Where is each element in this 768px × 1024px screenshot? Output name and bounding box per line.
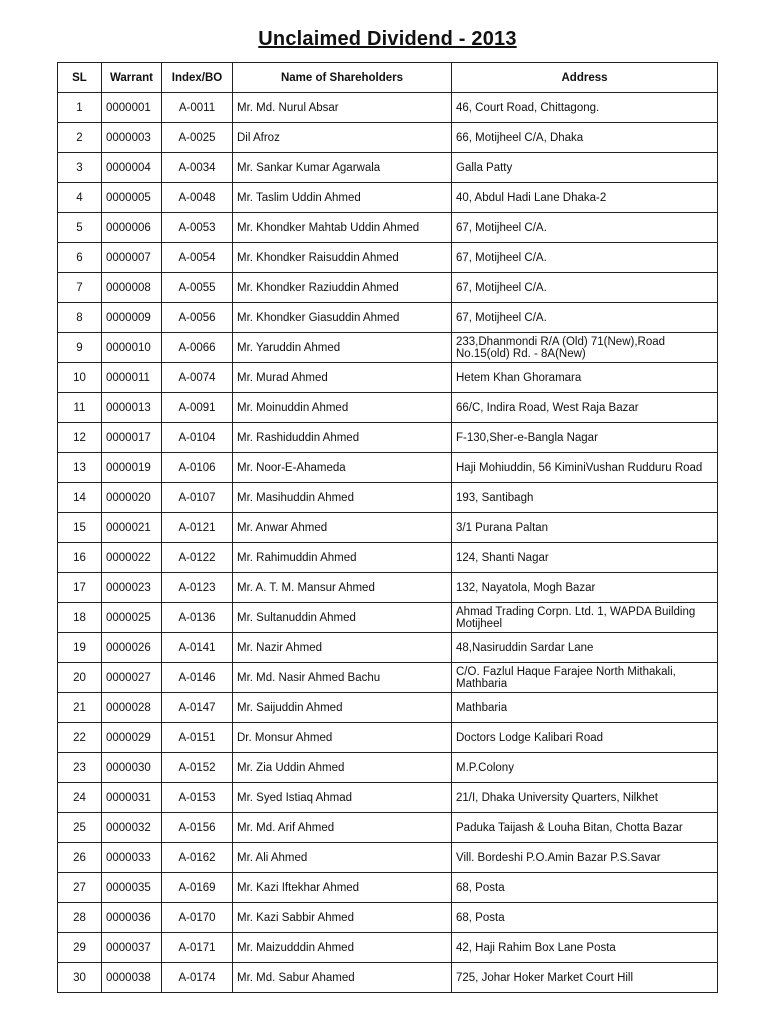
- table-row: [58, 783, 718, 813]
- cell-warrant: 0000009: [102, 303, 162, 333]
- page-title: Unclaimed Dividend - 2013: [258, 28, 517, 50]
- dividend-table: [57, 62, 718, 993]
- cell-address: Haji Mohiuddin, 56 KiminiVushan Rudduru Road: [452, 453, 718, 483]
- cell-index-bo: A-0146: [162, 663, 233, 693]
- cell-warrant: 0000025: [102, 603, 162, 633]
- table-body: [58, 93, 718, 993]
- cell-warrant: 0000004: [102, 153, 162, 183]
- cell-shareholder-name: Mr. Anwar Ahmed: [233, 513, 452, 543]
- cell-index-bo: A-0025: [162, 123, 233, 153]
- cell-warrant: 0000037: [102, 933, 162, 963]
- cell-address: Doctors Lodge Kalibari Road: [452, 723, 718, 753]
- cell-index-bo: A-0106: [162, 453, 233, 483]
- cell-sl: 10: [58, 363, 102, 393]
- cell-index-bo: A-0152: [162, 753, 233, 783]
- cell-shareholder-name: Mr. Syed Istiaq Ahmad: [233, 783, 452, 813]
- cell-index-bo: A-0153: [162, 783, 233, 813]
- cell-warrant: 0000038: [102, 963, 162, 993]
- cell-shareholder-name: Dr. Monsur Ahmed: [233, 723, 452, 753]
- cell-index-bo: A-0107: [162, 483, 233, 513]
- cell-sl: 4: [58, 183, 102, 213]
- cell-address: Paduka Taijash & Louha Bitan, Chotta Bazar: [452, 813, 718, 843]
- cell-warrant: 0000022: [102, 543, 162, 573]
- cell-warrant: 0000028: [102, 693, 162, 723]
- cell-sl: 23: [58, 753, 102, 783]
- cell-index-bo: A-0034: [162, 153, 233, 183]
- cell-shareholder-name: Mr. Sultanuddin Ahmed: [233, 603, 452, 633]
- cell-sl: 12: [58, 423, 102, 453]
- cell-address: Galla Patty: [452, 153, 718, 183]
- cell-index-bo: A-0054: [162, 243, 233, 273]
- cell-index-bo: A-0121: [162, 513, 233, 543]
- cell-index-bo: A-0053: [162, 213, 233, 243]
- cell-address: C/O. Fazlul Haque Farajee North Mithakali, Mathbaria: [452, 663, 718, 693]
- cell-address: 46, Court Road, Chittagong.: [452, 93, 718, 123]
- cell-address: 48,Nasiruddin Sardar Lane: [452, 633, 718, 663]
- cell-sl: 17: [58, 573, 102, 603]
- table-row: [58, 273, 718, 303]
- cell-index-bo: A-0156: [162, 813, 233, 843]
- table-row: [58, 723, 718, 753]
- cell-index-bo: A-0074: [162, 363, 233, 393]
- cell-shareholder-name: Mr. Khondker Giasuddin Ahmed: [233, 303, 452, 333]
- table-row: [58, 123, 718, 153]
- cell-shareholder-name: Mr. Moinuddin Ahmed: [233, 393, 452, 423]
- cell-sl: 11: [58, 393, 102, 423]
- cell-index-bo: A-0169: [162, 873, 233, 903]
- cell-shareholder-name: Mr. Ali Ahmed: [233, 843, 452, 873]
- cell-shareholder-name: Mr. Kazi Iftekhar Ahmed: [233, 873, 452, 903]
- cell-warrant: 0000005: [102, 183, 162, 213]
- cell-index-bo: A-0048: [162, 183, 233, 213]
- cell-warrant: 0000033: [102, 843, 162, 873]
- cell-warrant: 0000029: [102, 723, 162, 753]
- table-row: [58, 753, 718, 783]
- cell-warrant: 0000011: [102, 363, 162, 393]
- table-row: [58, 513, 718, 543]
- cell-address: M.P.Colony: [452, 753, 718, 783]
- cell-index-bo: A-0104: [162, 423, 233, 453]
- table-row: [58, 873, 718, 903]
- header-sl: SL: [58, 63, 102, 93]
- table-row: [58, 243, 718, 273]
- cell-warrant: 0000019: [102, 453, 162, 483]
- cell-warrant: 0000001: [102, 93, 162, 123]
- cell-address: Mathbaria: [452, 693, 718, 723]
- cell-sl: 22: [58, 723, 102, 753]
- cell-shareholder-name: Mr. Rashiduddin Ahmed: [233, 423, 452, 453]
- cell-warrant: 0000003: [102, 123, 162, 153]
- table-row: [58, 843, 718, 873]
- table-row: [58, 93, 718, 123]
- cell-sl: 13: [58, 453, 102, 483]
- cell-index-bo: A-0091: [162, 393, 233, 423]
- cell-warrant: 0000020: [102, 483, 162, 513]
- cell-address: Vill. Bordeshi P.O.Amin Bazar P.S.Savar: [452, 843, 718, 873]
- cell-sl: 9: [58, 333, 102, 363]
- cell-sl: 15: [58, 513, 102, 543]
- cell-address: Ahmad Trading Corpn. Ltd. 1, WAPDA Building Motijheel: [452, 603, 718, 633]
- cell-index-bo: A-0123: [162, 573, 233, 603]
- cell-index-bo: A-0170: [162, 903, 233, 933]
- cell-warrant: 0000008: [102, 273, 162, 303]
- header-index-bo: Index/BO: [162, 63, 233, 93]
- table-row: [58, 573, 718, 603]
- table-row: [58, 813, 718, 843]
- cell-sl: 30: [58, 963, 102, 993]
- table-row: [58, 663, 718, 693]
- table-row: [58, 903, 718, 933]
- table-row: [58, 393, 718, 423]
- cell-sl: 5: [58, 213, 102, 243]
- cell-sl: 8: [58, 303, 102, 333]
- cell-sl: 14: [58, 483, 102, 513]
- cell-sl: 1: [58, 93, 102, 123]
- cell-warrant: 0000035: [102, 873, 162, 903]
- cell-warrant: 0000023: [102, 573, 162, 603]
- cell-address: 124, Shanti Nagar: [452, 543, 718, 573]
- cell-index-bo: A-0055: [162, 273, 233, 303]
- table-row: [58, 333, 718, 363]
- cell-address: 132, Nayatola, Mogh Bazar: [452, 573, 718, 603]
- table-row: [58, 303, 718, 333]
- cell-sl: 20: [58, 663, 102, 693]
- cell-address: 67, Motijheel C/A.: [452, 303, 718, 333]
- cell-address: 66/C, Indira Road, West Raja Bazar: [452, 393, 718, 423]
- cell-shareholder-name: Mr. Yaruddin Ahmed: [233, 333, 452, 363]
- table-row: [58, 453, 718, 483]
- cell-sl: 26: [58, 843, 102, 873]
- cell-address: 67, Motijheel C/A.: [452, 213, 718, 243]
- table-row: [58, 183, 718, 213]
- cell-sl: 28: [58, 903, 102, 933]
- cell-address: 68, Posta: [452, 873, 718, 903]
- cell-address: 3/1 Purana Paltan: [452, 513, 718, 543]
- header-name: Name of Shareholders: [233, 63, 452, 93]
- cell-sl: 25: [58, 813, 102, 843]
- cell-shareholder-name: Mr. Murad Ahmed: [233, 363, 452, 393]
- cell-warrant: 0000032: [102, 813, 162, 843]
- cell-shareholder-name: Mr. Md. Sabur Ahamed: [233, 963, 452, 993]
- cell-address: 42, Haji Rahim Box Lane Posta: [452, 933, 718, 963]
- cell-sl: 7: [58, 273, 102, 303]
- cell-shareholder-name: Mr. Nazir Ahmed: [233, 633, 452, 663]
- cell-shareholder-name: Dil Afroz: [233, 123, 452, 153]
- cell-index-bo: A-0136: [162, 603, 233, 633]
- cell-warrant: 0000006: [102, 213, 162, 243]
- cell-shareholder-name: Mr. Maizudddin Ahmed: [233, 933, 452, 963]
- cell-address: Hetem Khan Ghoramara: [452, 363, 718, 393]
- cell-warrant: 0000010: [102, 333, 162, 363]
- cell-address: 725, Johar Hoker Market Court Hill: [452, 963, 718, 993]
- cell-shareholder-name: Mr. Md. Nurul Absar: [233, 93, 452, 123]
- cell-address: F-130,Sher-e-Bangla Nagar: [452, 423, 718, 453]
- cell-address: 233,Dhanmondi R/A (Old) 71(New),Road No.15(old) Rd. - 8A(New): [452, 333, 718, 363]
- cell-sl: 27: [58, 873, 102, 903]
- cell-address: 67, Motijheel C/A.: [452, 273, 718, 303]
- cell-index-bo: A-0151: [162, 723, 233, 753]
- cell-warrant: 0000021: [102, 513, 162, 543]
- cell-index-bo: A-0122: [162, 543, 233, 573]
- table-row: [58, 213, 718, 243]
- cell-sl: 29: [58, 933, 102, 963]
- cell-index-bo: A-0056: [162, 303, 233, 333]
- cell-shareholder-name: Mr. Khondker Raziuddin Ahmed: [233, 273, 452, 303]
- header-address: Address: [452, 63, 718, 93]
- cell-index-bo: A-0011: [162, 93, 233, 123]
- cell-sl: 6: [58, 243, 102, 273]
- cell-index-bo: A-0162: [162, 843, 233, 873]
- cell-address: 68, Posta: [452, 903, 718, 933]
- table-row: [58, 543, 718, 573]
- table-row: [58, 423, 718, 453]
- cell-warrant: 0000007: [102, 243, 162, 273]
- cell-sl: 16: [58, 543, 102, 573]
- cell-shareholder-name: Mr. Sankar Kumar Agarwala: [233, 153, 452, 183]
- table-row: [58, 963, 718, 993]
- cell-sl: 19: [58, 633, 102, 663]
- table-row: [58, 603, 718, 633]
- cell-warrant: 0000031: [102, 783, 162, 813]
- cell-shareholder-name: Mr. Khondker Raisuddin Ahmed: [233, 243, 452, 273]
- cell-address: 66, Motijheel C/A, Dhaka: [452, 123, 718, 153]
- table-row: [58, 363, 718, 393]
- cell-warrant: 0000027: [102, 663, 162, 693]
- header-warrant: Warrant: [102, 63, 162, 93]
- cell-shareholder-name: Mr. Masihuddin Ahmed: [233, 483, 452, 513]
- cell-address: 21/I, Dhaka University Quarters, Nilkhet: [452, 783, 718, 813]
- cell-shareholder-name: Mr. Khondker Mahtab Uddin Ahmed: [233, 213, 452, 243]
- cell-shareholder-name: Mr. Noor-E-Ahameda: [233, 453, 452, 483]
- cell-address: 40, Abdul Hadi Lane Dhaka-2: [452, 183, 718, 213]
- cell-sl: 18: [58, 603, 102, 633]
- cell-sl: 24: [58, 783, 102, 813]
- cell-sl: 2: [58, 123, 102, 153]
- cell-warrant: 0000030: [102, 753, 162, 783]
- table-row: [58, 933, 718, 963]
- cell-index-bo: A-0174: [162, 963, 233, 993]
- cell-index-bo: A-0171: [162, 933, 233, 963]
- cell-warrant: 0000013: [102, 393, 162, 423]
- table-row: [58, 633, 718, 663]
- table-header-row: [58, 63, 718, 93]
- cell-warrant: 0000026: [102, 633, 162, 663]
- cell-address: 193, Santibagh: [452, 483, 718, 513]
- cell-shareholder-name: Mr. Kazi Sabbir Ahmed: [233, 903, 452, 933]
- cell-shareholder-name: Mr. Zia Uddin Ahmed: [233, 753, 452, 783]
- cell-index-bo: A-0066: [162, 333, 233, 363]
- cell-shareholder-name: Mr. Rahimuddin Ahmed: [233, 543, 452, 573]
- cell-sl: 3: [58, 153, 102, 183]
- cell-shareholder-name: Mr. A. T. M. Mansur Ahmed: [233, 573, 452, 603]
- cell-shareholder-name: Mr. Md. Nasir Ahmed Bachu: [233, 663, 452, 693]
- cell-address: 67, Motijheel C/A.: [452, 243, 718, 273]
- table-row: [58, 483, 718, 513]
- cell-shareholder-name: Mr. Taslim Uddin Ahmed: [233, 183, 452, 213]
- cell-warrant: 0000017: [102, 423, 162, 453]
- cell-index-bo: A-0147: [162, 693, 233, 723]
- cell-shareholder-name: Mr. Md. Arif Ahmed: [233, 813, 452, 843]
- cell-sl: 21: [58, 693, 102, 723]
- cell-warrant: 0000036: [102, 903, 162, 933]
- cell-shareholder-name: Mr. Saijuddin Ahmed: [233, 693, 452, 723]
- table-row: [58, 153, 718, 183]
- cell-index-bo: A-0141: [162, 633, 233, 663]
- table-row: [58, 693, 718, 723]
